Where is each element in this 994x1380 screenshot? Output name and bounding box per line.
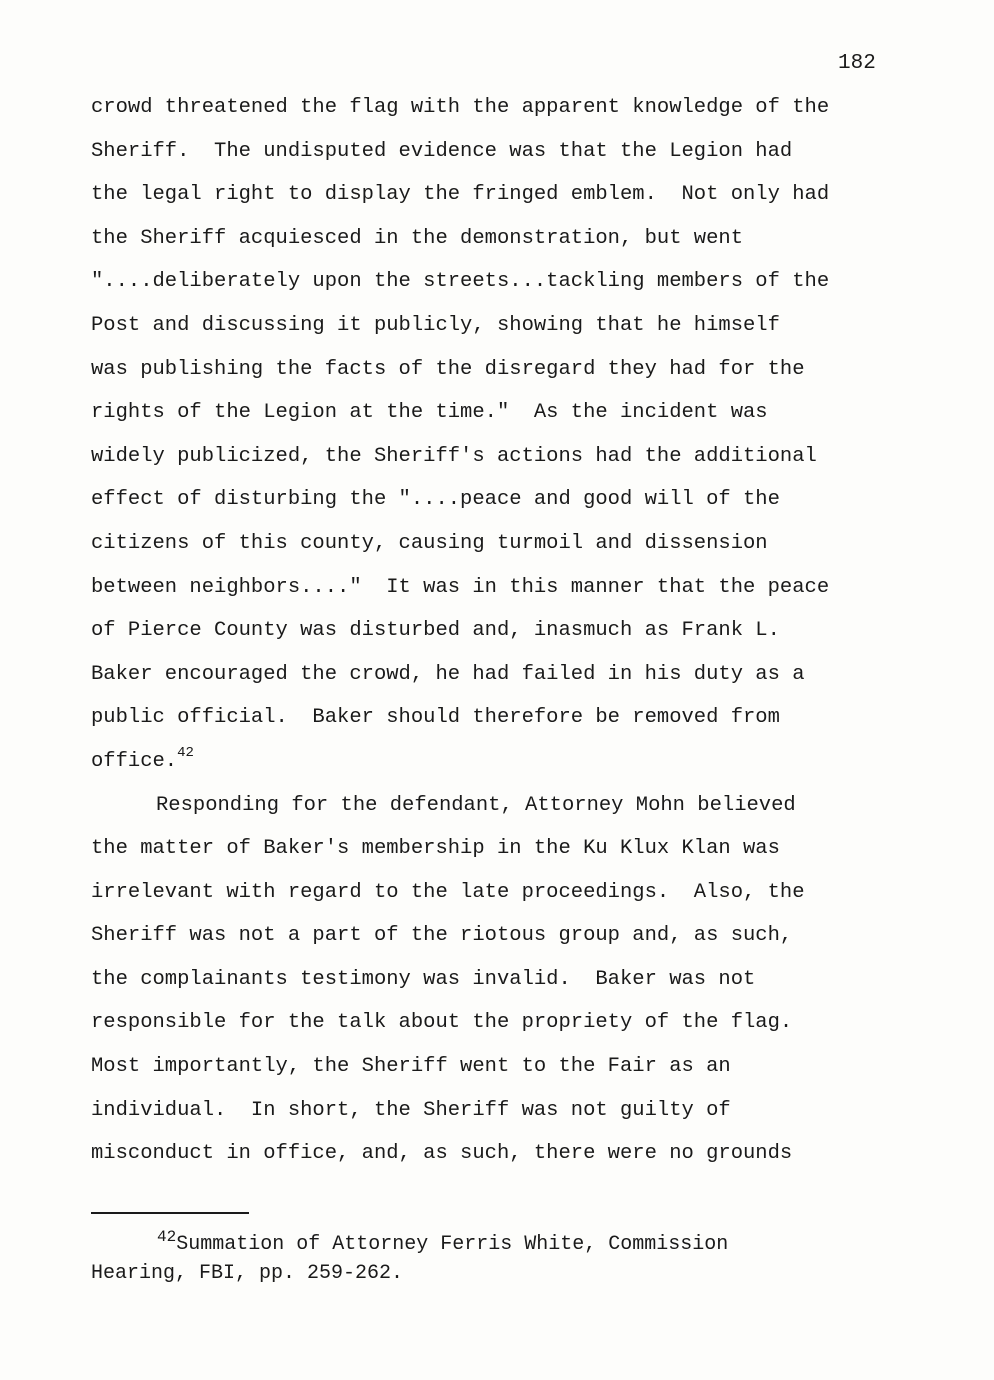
- text-line: public official. Baker should therefore be removed from: [91, 706, 780, 730]
- paragraph-end-text: office.: [91, 749, 178, 773]
- text-line: of Pierce County was disturbed and, inasmuch as Frank L.: [91, 619, 780, 643]
- text-line: Sheriff was not a part of the riotous group and, as such,: [91, 924, 793, 948]
- text-line: responsible for the talk about the propriety of the flag.: [91, 1011, 793, 1035]
- text-line: crowd threatened the flag with the apparent knowledge of the: [91, 96, 830, 119]
- text-line: citizens of this county, causing turmoil and dissension: [91, 531, 768, 555]
- text-line: misconduct in office, and, as such, there were no grounds: [91, 1142, 793, 1166]
- text-line: Sheriff. The undisputed evidence was that the Legion had: [91, 139, 793, 163]
- footnote-text: Summation of Attorney Ferris White, Commission: [176, 1233, 729, 1256]
- text-line: Most importantly, the Sheriff went to the Fair as an: [91, 1055, 731, 1079]
- text-line: irrelevant with regard to the late proceedings. Also, the: [91, 880, 805, 904]
- text-line: widely publicized, the Sheriff's actions had the additional: [91, 444, 817, 468]
- text-line: rights of the Legion at the time." As the incident was: [91, 401, 768, 425]
- footnote-reference: 42: [177, 744, 194, 761]
- text-line: the legal right to display the fringed emblem. Not only had: [91, 183, 830, 207]
- text-line: effect of disturbing the "....peace and good will of the: [91, 488, 780, 512]
- footnote-divider: [91, 1212, 249, 1214]
- page-number: 182: [838, 52, 876, 75]
- text-line: Responding for the defendant, Attorney Mohn believed: [156, 793, 796, 817]
- body-text: [91, 92, 891, 1182]
- footnote-number: 42: [157, 1228, 177, 1246]
- footnote: [91, 1230, 891, 1288]
- footnote-line: [91, 1230, 891, 1259]
- footnote-line: Hearing, FBI, pp. 259-262.: [91, 1262, 404, 1285]
- text-line: Baker encouraged the crowd, he had failed in his duty as a: [91, 662, 805, 686]
- text-line: Post and discussing it publicly, showing that he himself: [91, 313, 780, 337]
- text-line: was publishing the facts of the disregard they had for the: [91, 357, 805, 381]
- text-line: the Sheriff acquiesced in the demonstration, but went: [91, 226, 744, 250]
- text-line: "....deliberately upon the streets...tackling members of the: [91, 270, 830, 294]
- text-line: [91, 746, 891, 790]
- text-line: the complainants testimony was invalid. Baker was not: [91, 967, 756, 991]
- text-line: between neighbors...." It was in this manner that the peace: [91, 575, 830, 599]
- text-line: the matter of Baker's membership in the Ku Klux Klan was: [91, 837, 780, 861]
- text-line: individual. In short, the Sheriff was not guilty of: [91, 1098, 731, 1122]
